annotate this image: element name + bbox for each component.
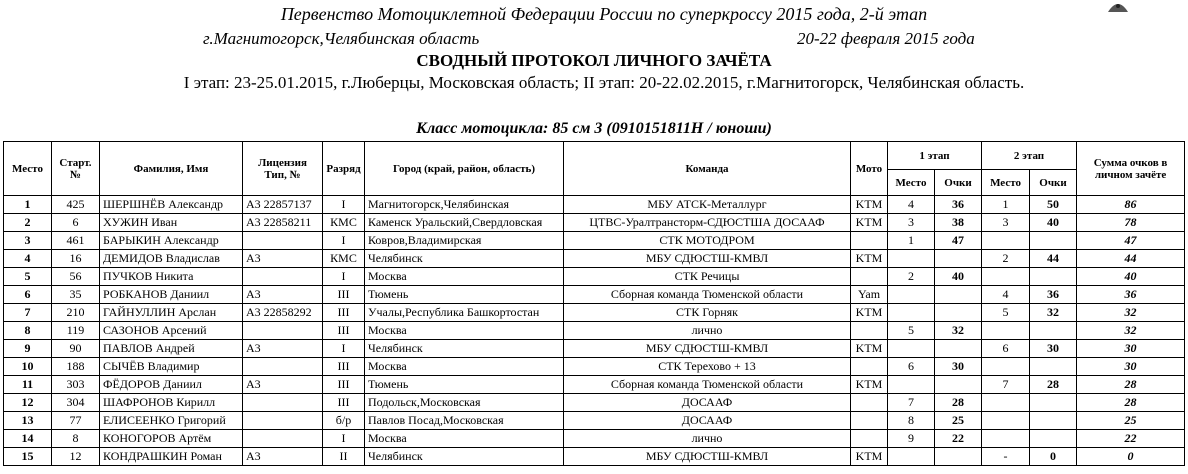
cell-city: Павлов Посад,Московская (365, 412, 564, 430)
cell-city: Челябинск (365, 448, 564, 466)
col-total: Сумма очков в личном зачёте (1077, 142, 1185, 196)
cell-rank: I (323, 232, 365, 250)
col-start: Старт. № (52, 142, 100, 196)
cell-place: 8 (4, 322, 52, 340)
cell-team: МБУ АТСК-Металлург (564, 196, 851, 214)
cell-team: СТК Горняк (564, 304, 851, 322)
cell-s2-points (1030, 430, 1077, 448)
cell-s1-place: 3 (888, 214, 935, 232)
cell-name: ШАФРОНОВ Кирилл (100, 394, 243, 412)
protocol-title: СВОДНЫЙ ПРОТОКОЛ ЛИЧНОГО ЗАЧЁТА (416, 51, 772, 70)
cell-team: лично (564, 322, 851, 340)
cell-start: 77 (52, 412, 100, 430)
cell-s1-points: 30 (935, 358, 982, 376)
cell-team: СТК Речицы (564, 268, 851, 286)
cell-city: Москва (365, 430, 564, 448)
cell-team: СТК МОТОДРОМ (564, 232, 851, 250)
cell-name: ЕЛИСЕЕНКО Григорий (100, 412, 243, 430)
cell-moto (851, 268, 888, 286)
cell-city: Ковров,Владимирская (365, 232, 564, 250)
cell-name: РОБКАНОВ Даниил (100, 286, 243, 304)
col-moto: Мото (851, 142, 888, 196)
cell-rank: III (323, 304, 365, 322)
cell-s1-place: 9 (888, 430, 935, 448)
cell-name: ГАЙНУЛЛИН Арслан (100, 304, 243, 322)
cell-city: Москва (365, 268, 564, 286)
cell-moto (851, 232, 888, 250)
cell-license: А3 (243, 250, 323, 268)
cell-s1-points: 47 (935, 232, 982, 250)
cell-s2-points: 32 (1030, 304, 1077, 322)
cell-place: 15 (4, 448, 52, 466)
table-row (4, 448, 1185, 466)
cell-license (243, 322, 323, 340)
table-row (4, 286, 1185, 304)
cell-city: Челябинск (365, 340, 564, 358)
cell-total: 32 (1077, 322, 1185, 340)
cell-s1-place (888, 304, 935, 322)
cell-moto: KTM (851, 448, 888, 466)
cell-rank: I (323, 340, 365, 358)
cell-rank: КМС (323, 250, 365, 268)
cell-start: 12 (52, 448, 100, 466)
cell-s2-points: 50 (1030, 196, 1077, 214)
cell-s2-points: 40 (1030, 214, 1077, 232)
cell-start: 90 (52, 340, 100, 358)
championship-title: Первенство Мотоциклетной Федерации России по суперкроссу 2015 года, 2-й этап (280, 4, 928, 24)
cell-total: 0 (1077, 448, 1185, 466)
cell-s1-place (888, 448, 935, 466)
cell-city: Подольск,Московская (365, 394, 564, 412)
cell-s2-points: 30 (1030, 340, 1077, 358)
cell-moto: KTM (851, 304, 888, 322)
cell-name: ДЕМИДОВ Владислав (100, 250, 243, 268)
cell-license: А3 (243, 448, 323, 466)
cell-total: 30 (1077, 358, 1185, 376)
cell-moto (851, 394, 888, 412)
cell-name: КОНДРАШКИН Роман (100, 448, 243, 466)
cell-place: 9 (4, 340, 52, 358)
table-row (4, 232, 1185, 250)
cell-team: ДОСААФ (564, 394, 851, 412)
cell-total: 28 (1077, 394, 1185, 412)
cell-moto (851, 430, 888, 448)
cell-s1-place: 8 (888, 412, 935, 430)
cell-license: А3 22857137 (243, 196, 323, 214)
cell-moto: KTM (851, 340, 888, 358)
cell-rank: II (323, 448, 365, 466)
emblem-icon (1105, 0, 1131, 12)
cell-moto (851, 358, 888, 376)
cell-s1-points: 25 (935, 412, 982, 430)
table-row (4, 322, 1185, 340)
cell-city: Тюмень (365, 376, 564, 394)
cell-team: МБУ СДЮСТШ-КМВЛ (564, 448, 851, 466)
cell-place: 3 (4, 232, 52, 250)
cell-rank: I (323, 430, 365, 448)
cell-team: МБУ СДЮСТШ-КМВЛ (564, 250, 851, 268)
class-title: Класс мотоцикла: 85 см 3 (0910151811Н / юноши) (416, 120, 772, 137)
table-row (4, 214, 1185, 232)
cell-start: 461 (52, 232, 100, 250)
cell-total: 44 (1077, 250, 1185, 268)
cell-start: 6 (52, 214, 100, 232)
cell-moto: KTM (851, 196, 888, 214)
cell-s1-points (935, 376, 982, 394)
col-city: Город (край, район, область) (365, 142, 564, 196)
cell-total: 32 (1077, 304, 1185, 322)
cell-name: ФЁДОРОВ Даниил (100, 376, 243, 394)
cell-place: 5 (4, 268, 52, 286)
cell-rank: III (323, 376, 365, 394)
cell-place: 13 (4, 412, 52, 430)
cell-moto (851, 412, 888, 430)
cell-name: БАРЫКИН Александр (100, 232, 243, 250)
col-stage2-place: Место (982, 170, 1030, 196)
cell-s1-place (888, 340, 935, 358)
cell-s2-place: 7 (982, 376, 1030, 394)
cell-total: 78 (1077, 214, 1185, 232)
cell-s1-points (935, 250, 982, 268)
cell-s2-place: 5 (982, 304, 1030, 322)
cell-s1-place (888, 376, 935, 394)
col-place: Место (4, 142, 52, 196)
col-stage1-points: Очки (935, 170, 982, 196)
cell-license (243, 268, 323, 286)
cell-start: 16 (52, 250, 100, 268)
table-row (4, 250, 1185, 268)
cell-city: Москва (365, 322, 564, 340)
cell-name: СЫЧЁВ Владимир (100, 358, 243, 376)
cell-total: 47 (1077, 232, 1185, 250)
cell-s2-points (1030, 232, 1077, 250)
table-row (4, 430, 1185, 448)
cell-name: ПАВЛОВ Андрей (100, 340, 243, 358)
cell-s2-points (1030, 394, 1077, 412)
cell-start: 210 (52, 304, 100, 322)
cell-s1-place (888, 250, 935, 268)
event-dates: 20-22 февраля 2015 года (797, 29, 975, 48)
cell-s1-points (935, 304, 982, 322)
cell-s2-points (1030, 412, 1077, 430)
cell-s1-points (935, 286, 982, 304)
cell-team: лично (564, 430, 851, 448)
table-row (4, 376, 1185, 394)
cell-moto: KTM (851, 250, 888, 268)
cell-s2-place: 4 (982, 286, 1030, 304)
results-table (3, 141, 1185, 466)
cell-city: Магнитогорск,Челябинская (365, 196, 564, 214)
cell-place: 4 (4, 250, 52, 268)
cell-s1-points: 40 (935, 268, 982, 286)
cell-place: 10 (4, 358, 52, 376)
cell-license (243, 358, 323, 376)
cell-city: Учалы,Республика Башкортостан (365, 304, 564, 322)
cell-total: 30 (1077, 340, 1185, 358)
cell-start: 119 (52, 322, 100, 340)
cell-place: 12 (4, 394, 52, 412)
cell-rank: б/р (323, 412, 365, 430)
cell-s2-place: 1 (982, 196, 1030, 214)
cell-start: 304 (52, 394, 100, 412)
cell-license (243, 412, 323, 430)
cell-name: ШЕРШНЁВ Александр (100, 196, 243, 214)
cell-s2-points (1030, 322, 1077, 340)
cell-start: 8 (52, 430, 100, 448)
cell-rank: III (323, 286, 365, 304)
cell-rank: III (323, 394, 365, 412)
cell-s2-place (982, 268, 1030, 286)
cell-team: ДОСААФ (564, 412, 851, 430)
col-stage1: 1 этап (888, 142, 982, 170)
col-rank: Разряд (323, 142, 365, 196)
cell-name: ХУЖИН Иван (100, 214, 243, 232)
cell-city: Тюмень (365, 286, 564, 304)
cell-s2-place: 3 (982, 214, 1030, 232)
cell-s1-place: 7 (888, 394, 935, 412)
cell-start: 303 (52, 376, 100, 394)
cell-s1-place: 5 (888, 322, 935, 340)
cell-rank: I (323, 268, 365, 286)
cell-s2-points: 36 (1030, 286, 1077, 304)
col-stage2: 2 этап (982, 142, 1077, 170)
cell-city: Каменск Уральский,Свердловская (365, 214, 564, 232)
cell-license: А3 (243, 340, 323, 358)
cell-s2-place (982, 358, 1030, 376)
table-row (4, 412, 1185, 430)
cell-start: 56 (52, 268, 100, 286)
cell-s2-points: 28 (1030, 376, 1077, 394)
cell-license: А3 (243, 376, 323, 394)
cell-s2-place (982, 412, 1030, 430)
table-row (4, 196, 1185, 214)
cell-s1-points: 32 (935, 322, 982, 340)
cell-name: КОНОГОРОВ Артём (100, 430, 243, 448)
event-location: г.Магнитогорск,Челябинская область (203, 29, 480, 48)
cell-place: 2 (4, 214, 52, 232)
table-row (4, 358, 1185, 376)
cell-rank: III (323, 358, 365, 376)
col-team: Команда (564, 142, 851, 196)
cell-s2-place: 6 (982, 340, 1030, 358)
cell-s1-place: 4 (888, 196, 935, 214)
cell-total: 22 (1077, 430, 1185, 448)
col-stage1-place: Место (888, 170, 935, 196)
cell-rank: III (323, 322, 365, 340)
cell-s1-points: 22 (935, 430, 982, 448)
cell-s1-points (935, 340, 982, 358)
cell-s1-points: 28 (935, 394, 982, 412)
cell-s2-points (1030, 268, 1077, 286)
cell-license (243, 394, 323, 412)
cell-s2-place (982, 322, 1030, 340)
cell-rank: I (323, 196, 365, 214)
cell-s2-points: 44 (1030, 250, 1077, 268)
cell-place: 7 (4, 304, 52, 322)
cell-place: 11 (4, 376, 52, 394)
cell-total: 36 (1077, 286, 1185, 304)
cell-s1-points: 36 (935, 196, 982, 214)
cell-rank: КМС (323, 214, 365, 232)
cell-team: МБУ СДЮСТШ-КМВЛ (564, 340, 851, 358)
cell-s2-place: - (982, 448, 1030, 466)
cell-s2-place (982, 394, 1030, 412)
cell-team: СТК Терехово + 13 (564, 358, 851, 376)
cell-s1-place: 6 (888, 358, 935, 376)
cell-moto: Yam (851, 286, 888, 304)
cell-moto: KTM (851, 214, 888, 232)
cell-total: 28 (1077, 376, 1185, 394)
cell-start: 425 (52, 196, 100, 214)
table-row (4, 304, 1185, 322)
cell-s2-place (982, 232, 1030, 250)
cell-team: ЦТВС-Уралтрансторм-СДЮСТША ДОСААФ (564, 214, 851, 232)
cell-team: Сборная команда Тюменской области (564, 376, 851, 394)
col-name: Фамилия, Имя (100, 142, 243, 196)
cell-start: 35 (52, 286, 100, 304)
cell-license (243, 430, 323, 448)
cell-license (243, 232, 323, 250)
cell-moto (851, 322, 888, 340)
stages-info: I этап: 23-25.01.2015, г.Люберцы, Московская область; II этап: 20-22.02.2015, г.Магнитогорск, Челябинская область. (183, 73, 1025, 92)
table-row (4, 340, 1185, 358)
cell-s1-place (888, 286, 935, 304)
cell-name: ПУЧКОВ Никита (100, 268, 243, 286)
cell-total: 25 (1077, 412, 1185, 430)
cell-license: А3 (243, 286, 323, 304)
cell-license: А3 22858292 (243, 304, 323, 322)
cell-city: Челябинск (365, 250, 564, 268)
cell-start: 188 (52, 358, 100, 376)
col-license: Лицензия Тип, № (243, 142, 323, 196)
cell-license: А3 22858211 (243, 214, 323, 232)
cell-s2-points (1030, 358, 1077, 376)
cell-place: 14 (4, 430, 52, 448)
cell-name: САЗОНОВ Арсений (100, 322, 243, 340)
cell-place: 6 (4, 286, 52, 304)
cell-city: Москва (365, 358, 564, 376)
cell-moto: KTM (851, 376, 888, 394)
cell-s1-place: 1 (888, 232, 935, 250)
cell-s2-points: 0 (1030, 448, 1077, 466)
table-row (4, 268, 1185, 286)
cell-s2-place: 2 (982, 250, 1030, 268)
cell-s1-points (935, 448, 982, 466)
col-stage2-points: Очки (1030, 170, 1077, 196)
cell-total: 86 (1077, 196, 1185, 214)
table-row (4, 394, 1185, 412)
cell-s1-points: 38 (935, 214, 982, 232)
cell-place: 1 (4, 196, 52, 214)
cell-s1-place: 2 (888, 268, 935, 286)
cell-s2-place (982, 430, 1030, 448)
cell-total: 40 (1077, 268, 1185, 286)
cell-team: Сборная команда Тюменской области (564, 286, 851, 304)
